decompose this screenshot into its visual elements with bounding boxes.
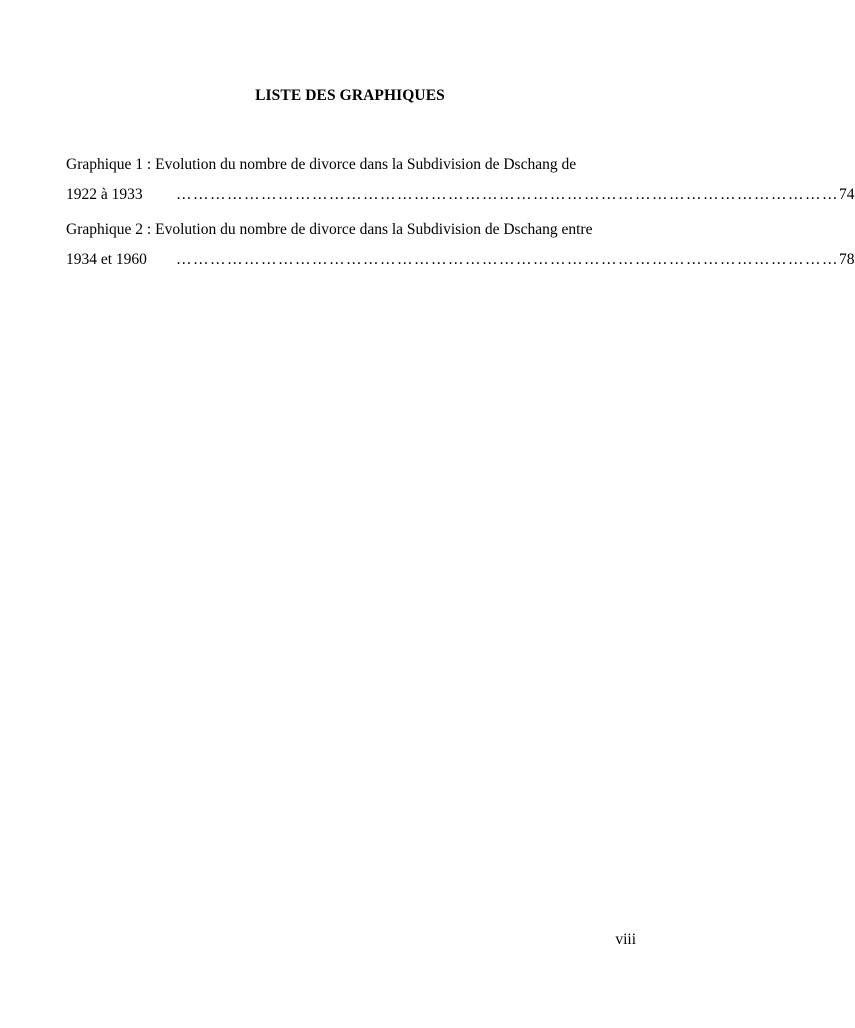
toc-entry-graphique-2 [66,215,855,275]
toc-entry-years: 1934 et 1960 [66,251,147,268]
toc-entry-years: 1922 à 1933 [66,186,143,203]
toc-entry-page: 78 [839,251,855,268]
toc-entry-page: 74 [839,186,855,203]
toc-dot-leader: ……………………………………………………………………………………………………… [176,186,839,203]
page-title: LISTE DES GRAPHIQUES [255,87,445,104]
toc-entry-text: Graphique 2 : Evolution du nombre de divorce dans la Subdivision de Dschang entre [66,221,593,238]
page-number: viii [615,931,636,948]
toc-list [66,150,855,280]
toc-entry-graphique-1 [66,150,855,210]
toc-dot-leader: ……………………………………………………………………………………………………… [176,251,839,268]
toc-entry-text: Graphique 1 : Evolution du nombre de divorce dans la Subdivision de Dschang de [66,156,577,173]
